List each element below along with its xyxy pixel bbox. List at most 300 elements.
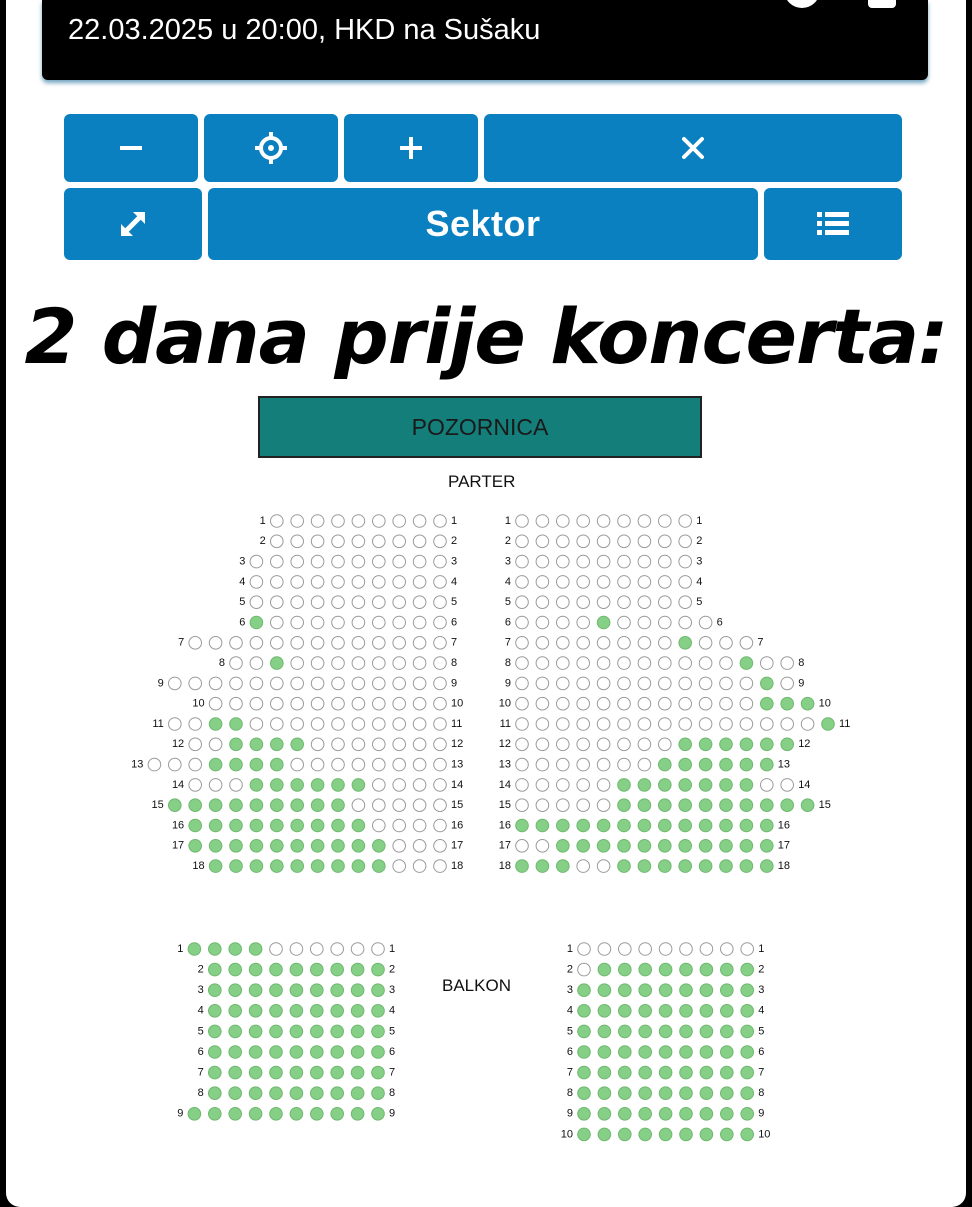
- balkon-right-seat[interactable]: [578, 1087, 591, 1100]
- balkon-left-seat[interactable]: [270, 1108, 283, 1121]
- parter-left-seat[interactable]: [271, 860, 284, 873]
- balkon-right-seat[interactable]: [619, 1025, 632, 1038]
- parter-left-seat[interactable]: [169, 799, 182, 812]
- balkon-left-seat[interactable]: [229, 1066, 242, 1079]
- parter-right-seat[interactable]: [679, 758, 692, 771]
- balkon-right-seat[interactable]: [598, 1066, 611, 1079]
- balkon-left-seat[interactable]: [249, 1005, 262, 1018]
- balkon-left-seat[interactable]: [351, 1005, 364, 1018]
- parter-left-seat[interactable]: [250, 779, 263, 792]
- sector-button[interactable]: Sektor: [208, 188, 758, 260]
- balkon-right-seat[interactable]: [741, 1066, 754, 1079]
- balkon-right-seat[interactable]: [700, 1108, 713, 1121]
- parter-right-seat[interactable]: [638, 799, 651, 812]
- parter-left-seat[interactable]: [250, 840, 263, 853]
- parter-right-seat[interactable]: [516, 819, 529, 832]
- balkon-left-seat[interactable]: [331, 1005, 344, 1018]
- parter-left-seat[interactable]: [332, 799, 345, 812]
- balkon-left-seat[interactable]: [331, 1066, 344, 1079]
- balkon-right-seat[interactable]: [741, 1128, 754, 1141]
- balkon-right-seat[interactable]: [721, 963, 734, 976]
- balkon-right-seat[interactable]: [659, 1128, 672, 1141]
- balkon-left-seat[interactable]: [290, 984, 303, 997]
- parter-right-seat[interactable]: [761, 738, 774, 751]
- parter-left-seat[interactable]: [291, 779, 304, 792]
- balkon-left-seat[interactable]: [270, 963, 283, 976]
- balkon-left-seat[interactable]: [311, 1108, 324, 1121]
- balkon-left-seat[interactable]: [290, 1005, 303, 1018]
- balkon-left-seat[interactable]: [249, 943, 262, 956]
- parter-right-seat[interactable]: [679, 799, 692, 812]
- parter-right-seat[interactable]: [597, 840, 610, 853]
- parter-right-seat[interactable]: [679, 637, 692, 650]
- parter-left-seat: [434, 616, 447, 629]
- balkon-left-seat[interactable]: [229, 1108, 242, 1121]
- balkon-right-seat[interactable]: [721, 1005, 734, 1018]
- parter-right-seat[interactable]: [699, 779, 712, 792]
- parter-right-seat[interactable]: [761, 697, 774, 710]
- parter-right-seat[interactable]: [699, 799, 712, 812]
- balkon-left-seat[interactable]: [372, 963, 385, 976]
- balkon-right-seat[interactable]: [680, 1066, 693, 1079]
- balkon-right-seat[interactable]: [700, 1087, 713, 1100]
- parter-left-seat[interactable]: [352, 779, 365, 792]
- parter-left-seat[interactable]: [352, 860, 365, 873]
- balkon-left-seat[interactable]: [372, 1025, 385, 1038]
- parter-left-seat[interactable]: [291, 840, 304, 853]
- parter-right-seat[interactable]: [740, 779, 753, 792]
- balkon-left-seat[interactable]: [331, 1046, 344, 1059]
- parter-right-seat[interactable]: [761, 677, 774, 690]
- balkon-right-seat[interactable]: [598, 1128, 611, 1141]
- balkon-right-seat: [578, 943, 591, 956]
- parter-right-seat[interactable]: [577, 819, 590, 832]
- balkon-right-seat[interactable]: [659, 1108, 672, 1121]
- parter-right-seat[interactable]: [740, 738, 753, 751]
- parter-left-seat: [332, 596, 345, 609]
- parter-right-seat[interactable]: [761, 799, 774, 812]
- balkon-left-row-label: 9: [177, 1107, 184, 1120]
- balkon-left-seat[interactable]: [270, 1005, 283, 1018]
- balkon-right-seat[interactable]: [598, 1108, 611, 1121]
- balkon-right-seat[interactable]: [639, 1128, 652, 1141]
- parter-left-seat: [291, 758, 304, 771]
- balkon-right-seat[interactable]: [619, 1108, 632, 1121]
- parter-left-seat[interactable]: [271, 738, 284, 751]
- balkon-right-seat[interactable]: [680, 1128, 693, 1141]
- balkon-right-seat[interactable]: [659, 984, 672, 997]
- balkon-right-seat[interactable]: [721, 1025, 734, 1038]
- parter-right-seat[interactable]: [659, 799, 672, 812]
- parter-left-seat[interactable]: [311, 799, 324, 812]
- parter-left-seat[interactable]: [230, 860, 243, 873]
- parter-right-seat[interactable]: [659, 819, 672, 832]
- balkon-left-seat[interactable]: [331, 963, 344, 976]
- balkon-right-seat[interactable]: [741, 1025, 754, 1038]
- parter-left-seat: [311, 555, 324, 568]
- balkon-right-seat[interactable]: [578, 1108, 591, 1121]
- parter-right-seat[interactable]: [720, 840, 733, 853]
- parter-right-seat[interactable]: [638, 819, 651, 832]
- balkon-right-seat[interactable]: [578, 1005, 591, 1018]
- parter-left-seat[interactable]: [291, 738, 304, 751]
- balkon-right-seat[interactable]: [639, 963, 652, 976]
- balkon-left-seat[interactable]: [351, 1087, 364, 1100]
- balkon-left-seat[interactable]: [311, 963, 324, 976]
- balkon-left-seat[interactable]: [249, 963, 262, 976]
- balkon-left-seat[interactable]: [249, 1108, 262, 1121]
- balkon-left-seat[interactable]: [209, 963, 222, 976]
- balkon-left-seat[interactable]: [209, 1087, 222, 1100]
- balkon-right-seat[interactable]: [680, 1046, 693, 1059]
- balkon-left-seat[interactable]: [270, 1087, 283, 1100]
- balkon-right-seat[interactable]: [721, 1128, 734, 1141]
- balkon-left-seat[interactable]: [290, 1066, 303, 1079]
- balkon-right-seat[interactable]: [741, 963, 754, 976]
- parter-right-seat[interactable]: [740, 819, 753, 832]
- balkon-left-seat[interactable]: [229, 1046, 242, 1059]
- balkon-right-seat[interactable]: [598, 984, 611, 997]
- parter-right-seat[interactable]: [618, 819, 631, 832]
- balkon-right-seat[interactable]: [619, 963, 632, 976]
- balkon-right-seat[interactable]: [680, 1025, 693, 1038]
- parter-right-seat[interactable]: [659, 860, 672, 873]
- balkon-left-seat[interactable]: [311, 1005, 324, 1018]
- balkon-right-seat[interactable]: [619, 1066, 632, 1079]
- balkon-left-seat[interactable]: [351, 984, 364, 997]
- balkon-right-seat[interactable]: [700, 963, 713, 976]
- parter-right-seat[interactable]: [781, 799, 794, 812]
- balkon-left-seat[interactable]: [209, 943, 222, 956]
- parter-left-seat[interactable]: [271, 799, 284, 812]
- parter-left-seat[interactable]: [250, 819, 263, 832]
- balkon-right-seat[interactable]: [721, 984, 734, 997]
- balkon-left-seat[interactable]: [372, 1066, 385, 1079]
- balkon-left-seat[interactable]: [311, 1046, 324, 1059]
- parter-right-seat[interactable]: [761, 758, 774, 771]
- balkon-left-seat[interactable]: [372, 1087, 385, 1100]
- balkon-right-seat[interactable]: [578, 1046, 591, 1059]
- balkon-right-seat[interactable]: [619, 1046, 632, 1059]
- balkon-left-seat[interactable]: [270, 984, 283, 997]
- parter-right-seat[interactable]: [577, 840, 590, 853]
- balkon-left-seat[interactable]: [229, 984, 242, 997]
- parter-right-seat[interactable]: [720, 779, 733, 792]
- parter-left-seat[interactable]: [271, 840, 284, 853]
- balkon-left-seat[interactable]: [372, 1005, 385, 1018]
- balkon-left-seat[interactable]: [229, 943, 242, 956]
- balkon-right-seat[interactable]: [578, 1025, 591, 1038]
- parter-left-seat: [434, 697, 447, 710]
- parter-left-seat[interactable]: [291, 860, 304, 873]
- balkon-right-seat[interactable]: [619, 1005, 632, 1018]
- parter-right-seat[interactable]: [740, 860, 753, 873]
- balkon-right-seat[interactable]: [721, 1046, 734, 1059]
- balkon-right-seat[interactable]: [639, 1087, 652, 1100]
- balkon-right-seat[interactable]: [680, 984, 693, 997]
- balkon-right-seat[interactable]: [741, 1005, 754, 1018]
- parter-left-seat[interactable]: [271, 758, 284, 771]
- balkon-left-seat[interactable]: [249, 1087, 262, 1100]
- balkon-right-seat[interactable]: [721, 1066, 734, 1079]
- parter-right-seat[interactable]: [781, 738, 794, 751]
- balkon-left-seat[interactable]: [249, 1046, 262, 1059]
- parter-left-seat[interactable]: [209, 860, 222, 873]
- balkon-left-seat[interactable]: [331, 1087, 344, 1100]
- parter-left-seat[interactable]: [209, 840, 222, 853]
- balkon-left-seat[interactable]: [229, 1005, 242, 1018]
- balkon-right-seat[interactable]: [598, 1046, 611, 1059]
- parter-left-seat[interactable]: [230, 718, 243, 731]
- parter-right-seat[interactable]: [618, 799, 631, 812]
- balkon-right-seat[interactable]: [639, 1108, 652, 1121]
- parter-left-seat[interactable]: [271, 657, 284, 670]
- parter-right-seat[interactable]: [801, 697, 814, 710]
- balkon-left-seat[interactable]: [331, 1108, 344, 1121]
- parter-left-seat[interactable]: [189, 819, 202, 832]
- balkon-right-seat[interactable]: [598, 1005, 611, 1018]
- balkon-left-seat[interactable]: [351, 1108, 364, 1121]
- parter-left-seat: [413, 515, 426, 528]
- parter-right-seat[interactable]: [659, 779, 672, 792]
- parter-left-seat[interactable]: [311, 779, 324, 792]
- parter-right-seat: [536, 555, 549, 568]
- parter-right-seat[interactable]: [557, 819, 570, 832]
- balkon-left-seat[interactable]: [331, 984, 344, 997]
- balkon-left-seat[interactable]: [290, 1046, 303, 1059]
- balkon-right-seat[interactable]: [619, 984, 632, 997]
- balkon-left-seat[interactable]: [229, 1025, 242, 1038]
- balkon-left-seat[interactable]: [311, 1025, 324, 1038]
- balkon-left-seat[interactable]: [351, 1025, 364, 1038]
- balkon-right-seat[interactable]: [721, 1087, 734, 1100]
- parter-left-seat[interactable]: [332, 840, 345, 853]
- balkon-right-seat: [578, 963, 591, 976]
- parter-right-seat[interactable]: [516, 860, 529, 873]
- parter-right-seat[interactable]: [720, 738, 733, 751]
- balkon-left-seat[interactable]: [209, 1046, 222, 1059]
- balkon-right-seat[interactable]: [700, 1066, 713, 1079]
- balkon-left-seat[interactable]: [270, 1046, 283, 1059]
- balkon-left-seat[interactable]: [249, 1025, 262, 1038]
- parter-right-seat[interactable]: [618, 860, 631, 873]
- parter-left-seat[interactable]: [250, 616, 263, 629]
- parter-right-seat[interactable]: [761, 819, 774, 832]
- balkon-left-seat[interactable]: [351, 963, 364, 976]
- balkon-right-seat[interactable]: [741, 1087, 754, 1100]
- parter-left-seat[interactable]: [230, 758, 243, 771]
- parter-right-seat[interactable]: [822, 718, 835, 731]
- parter-left-seat[interactable]: [291, 819, 304, 832]
- balkon-right-seat[interactable]: [680, 1087, 693, 1100]
- parter-right-seat[interactable]: [659, 758, 672, 771]
- parter-right-seat[interactable]: [740, 840, 753, 853]
- balkon-left-seat[interactable]: [372, 1108, 385, 1121]
- parter-left-seat[interactable]: [373, 840, 386, 853]
- balkon-right-seat[interactable]: [721, 1108, 734, 1121]
- parter-right-seat[interactable]: [536, 860, 549, 873]
- parter-right-seat[interactable]: [557, 840, 570, 853]
- balkon-left-seat[interactable]: [331, 1025, 344, 1038]
- parter-left-seat[interactable]: [332, 779, 345, 792]
- balkon-right-seat[interactable]: [700, 1025, 713, 1038]
- parter-right-seat[interactable]: [740, 799, 753, 812]
- parter-right-seat[interactable]: [679, 819, 692, 832]
- balkon-right-seat[interactable]: [659, 963, 672, 976]
- balkon-right-seat[interactable]: [700, 1005, 713, 1018]
- parter-left-seat[interactable]: [332, 860, 345, 873]
- balkon-left-seat[interactable]: [249, 984, 262, 997]
- balkon-right-seat[interactable]: [598, 1087, 611, 1100]
- parter-left-seat[interactable]: [311, 819, 324, 832]
- parter-right-seat: [781, 657, 794, 670]
- balkon-right-seat[interactable]: [700, 1046, 713, 1059]
- parter-left-seat[interactable]: [250, 738, 263, 751]
- balkon-left-seat[interactable]: [270, 1066, 283, 1079]
- balkon-right-seat[interactable]: [578, 1066, 591, 1079]
- balkon-right-seat[interactable]: [700, 1128, 713, 1141]
- balkon-left-seat[interactable]: [372, 984, 385, 997]
- balkon-left-seat[interactable]: [372, 1046, 385, 1059]
- balkon-right-seat[interactable]: [639, 1066, 652, 1079]
- parter-right-seat[interactable]: [679, 738, 692, 751]
- balkon-right-seat[interactable]: [578, 984, 591, 997]
- balkon-right-seat[interactable]: [741, 1046, 754, 1059]
- parter-right-seat[interactable]: [597, 616, 610, 629]
- parter-right-seat[interactable]: [699, 819, 712, 832]
- parter-right-seat[interactable]: [597, 819, 610, 832]
- balkon-left-seat[interactable]: [209, 1066, 222, 1079]
- balkon-left-seat[interactable]: [249, 1066, 262, 1079]
- parter-right-seat[interactable]: [720, 819, 733, 832]
- parter-right-seat[interactable]: [720, 860, 733, 873]
- balkon-right-seat[interactable]: [680, 1005, 693, 1018]
- balkon-left-seat[interactable]: [290, 1025, 303, 1038]
- parter-left-seat[interactable]: [332, 819, 345, 832]
- balkon-left-seat[interactable]: [290, 963, 303, 976]
- balkon-right-seat[interactable]: [639, 1025, 652, 1038]
- balkon-left-seat[interactable]: [209, 1025, 222, 1038]
- parter-left-seat[interactable]: [311, 860, 324, 873]
- parter-right-seat[interactable]: [740, 758, 753, 771]
- parter-left-seat[interactable]: [352, 840, 365, 853]
- parter-right-seat[interactable]: [740, 657, 753, 670]
- parter-left-seat[interactable]: [189, 799, 202, 812]
- balkon-left-seat[interactable]: [209, 1108, 222, 1121]
- parter-right-seat[interactable]: [699, 840, 712, 853]
- parter-left-seat[interactable]: [271, 779, 284, 792]
- parter-right-seat[interactable]: [801, 799, 814, 812]
- parter-left-seat[interactable]: [352, 819, 365, 832]
- balkon-right-seat[interactable]: [741, 984, 754, 997]
- balkon-right-seat[interactable]: [659, 1046, 672, 1059]
- parter-left-seat[interactable]: [373, 860, 386, 873]
- parter-left-seat[interactable]: [209, 819, 222, 832]
- balkon-left-seat[interactable]: [311, 1087, 324, 1100]
- parter-right-seat[interactable]: [699, 860, 712, 873]
- balkon-left-seat[interactable]: [209, 984, 222, 997]
- parter-right-seat[interactable]: [536, 819, 549, 832]
- balkon-left-seat[interactable]: [351, 1046, 364, 1059]
- parter-left-seat[interactable]: [230, 738, 243, 751]
- parter-left-seat[interactable]: [189, 840, 202, 853]
- parter-right-seat[interactable]: [618, 779, 631, 792]
- parter-right-seat[interactable]: [638, 860, 651, 873]
- balkon-left-seat[interactable]: [311, 1066, 324, 1079]
- parter-left-seat[interactable]: [291, 799, 304, 812]
- balkon-right-seat[interactable]: [700, 984, 713, 997]
- parter-right-seat[interactable]: [638, 779, 651, 792]
- balkon-right-seat[interactable]: [659, 1025, 672, 1038]
- parter-left-seat: [373, 718, 386, 731]
- parter-right-seat[interactable]: [699, 758, 712, 771]
- balkon-left-seat[interactable]: [229, 1087, 242, 1100]
- balkon-right-seat[interactable]: [659, 1066, 672, 1079]
- parter-left-seat[interactable]: [230, 840, 243, 853]
- balkon-right-seat[interactable]: [639, 1046, 652, 1059]
- balkon-left-seat[interactable]: [290, 1087, 303, 1100]
- balkon-right-seat[interactable]: [680, 1108, 693, 1121]
- parter-right-seat[interactable]: [638, 840, 651, 853]
- parter-right-seat[interactable]: [720, 758, 733, 771]
- balkon-left-seat[interactable]: [290, 1108, 303, 1121]
- balkon-right-seat[interactable]: [598, 1025, 611, 1038]
- balkon-left-seat[interactable]: [188, 1108, 201, 1121]
- parter-right-seat[interactable]: [781, 697, 794, 710]
- balkon-left-seat[interactable]: [229, 963, 242, 976]
- parter-right-seat[interactable]: [720, 799, 733, 812]
- parter-left-seat[interactable]: [271, 819, 284, 832]
- balkon-right-seat[interactable]: [741, 1108, 754, 1121]
- parter-left-seat[interactable]: [250, 799, 263, 812]
- parter-left-seat: [373, 637, 386, 650]
- balkon-left-seat[interactable]: [270, 1025, 283, 1038]
- parter-right-seat[interactable]: [618, 840, 631, 853]
- balkon-left-seat[interactable]: [209, 1005, 222, 1018]
- parter-right-seat[interactable]: [761, 860, 774, 873]
- parter-left-seat[interactable]: [209, 718, 222, 731]
- balkon-right-seat[interactable]: [578, 1128, 591, 1141]
- parter-right-seat[interactable]: [679, 840, 692, 853]
- parter-left-seat[interactable]: [209, 799, 222, 812]
- parter-right-seat[interactable]: [699, 738, 712, 751]
- parter-right-seat[interactable]: [679, 860, 692, 873]
- parter-left-seat[interactable]: [250, 860, 263, 873]
- parter-left-seat[interactable]: [230, 819, 243, 832]
- balkon-right-seat[interactable]: [639, 984, 652, 997]
- balkon-right-seat[interactable]: [619, 1087, 632, 1100]
- balkon-right-seat[interactable]: [659, 1005, 672, 1018]
- balkon-left-seat[interactable]: [351, 1066, 364, 1079]
- parter-right-seat: [761, 779, 774, 792]
- parter-left-seat: [291, 637, 304, 650]
- balkon-right-seat[interactable]: [659, 1087, 672, 1100]
- parter-right-seat[interactable]: [659, 840, 672, 853]
- parter-left-seat[interactable]: [250, 758, 263, 771]
- balkon-right-seat[interactable]: [619, 1128, 632, 1141]
- parter-right-seat[interactable]: [679, 779, 692, 792]
- parter-right-seat[interactable]: [557, 860, 570, 873]
- balkon-right-seat[interactable]: [680, 963, 693, 976]
- parter-right-seat[interactable]: [761, 840, 774, 853]
- parter-left-seat[interactable]: [230, 799, 243, 812]
- parter-left-seat[interactable]: [311, 840, 324, 853]
- balkon-left-seat[interactable]: [311, 984, 324, 997]
- balkon-right-seat[interactable]: [598, 963, 611, 976]
- balkon-left-seat[interactable]: [188, 943, 201, 956]
- balkon-right-seat[interactable]: [639, 1005, 652, 1018]
- parter-left-seat[interactable]: [209, 758, 222, 771]
